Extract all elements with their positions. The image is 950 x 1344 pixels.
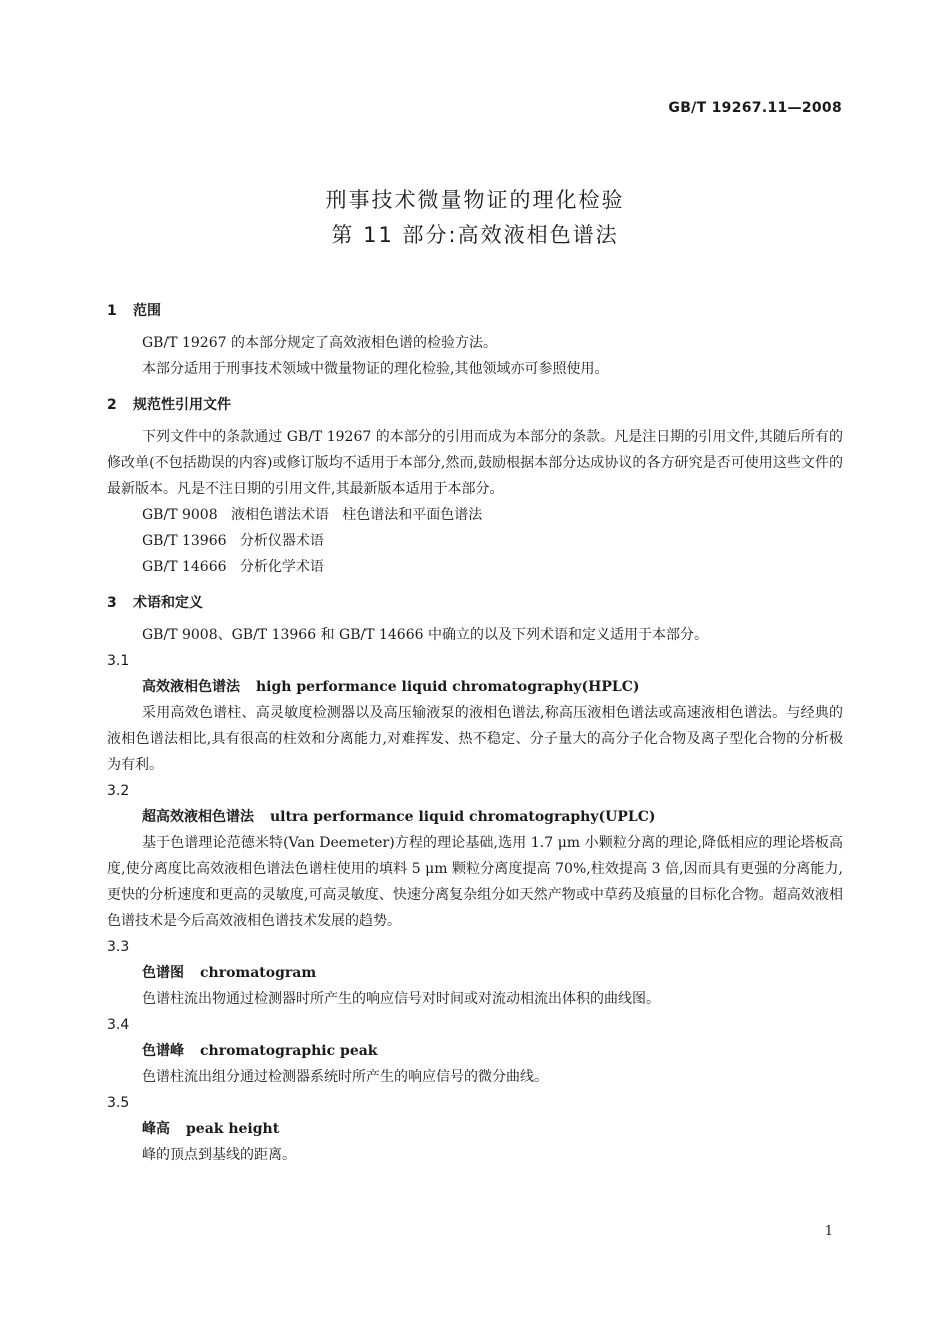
- term-number: 3.2: [107, 783, 130, 799]
- term-heading: [107, 960, 843, 986]
- standard-code: GB/T 19267.11—2008: [668, 100, 842, 116]
- term-heading: [107, 1116, 843, 1142]
- term-number: 3.1: [107, 653, 130, 669]
- term-number: 3.5: [107, 1095, 130, 1111]
- reference-item: GB/T 14666 分析化学术语: [142, 559, 324, 575]
- term-chinese: 超高效液相色谱法: [142, 809, 254, 825]
- document-subtitle: 第 11 部分:高效液相色谱法: [331, 223, 619, 247]
- term-definition: 采用高效色谱柱、高灵敏度检测器以及高压输液泵的液相色谱法,称高压液相色谱法或高速液相色谱法。与经典的液相色谱法相比,具有很高的柱效和分离能力,对难挥发、热不稳定、分子量大的高分子化合物及离子型化合物的分析极为有利。: [107, 705, 843, 773]
- term-english: chromatographic peak: [200, 1043, 378, 1059]
- term-chinese: 高效液相色谱法: [142, 679, 240, 695]
- section-heading-normative-references: [107, 392, 843, 418]
- section-number: 1: [107, 303, 117, 319]
- section-title: 术语和定义: [133, 595, 203, 611]
- term-definition: 色谱柱流出组分通过检测器系统时所产生的响应信号的微分曲线。: [142, 1069, 548, 1085]
- term-number: 3.4: [107, 1017, 130, 1033]
- section-number: 3: [107, 595, 117, 611]
- term-english: chromatogram: [200, 965, 317, 981]
- reference-item: GB/T 13966 分析仪器术语: [142, 533, 324, 549]
- term-english: high performance liquid chromatography(HPLC): [256, 679, 640, 695]
- term-english: ultra performance liquid chromatography(UPLC): [270, 809, 656, 825]
- page-number: 1: [824, 1224, 833, 1239]
- term-chinese: 峰高: [142, 1121, 170, 1137]
- section-heading-scope: [107, 298, 843, 324]
- term-heading: [107, 1038, 843, 1064]
- term-heading: [107, 674, 843, 700]
- term-english: peak height: [186, 1121, 280, 1137]
- term-chinese: 色谱图: [142, 965, 184, 981]
- reference-item: GB/T 9008 液相色谱法术语 柱色谱法和平面色谱法: [142, 507, 483, 523]
- term-number: 3.3: [107, 939, 130, 955]
- term-heading: [107, 804, 843, 830]
- document-body: [107, 298, 843, 1168]
- term-definition: 峰的顶点到基线的距离。: [142, 1147, 296, 1163]
- section-title: 规范性引用文件: [133, 397, 231, 413]
- paragraph: 本部分适用于刑事技术领域中微量物证的理化检验,其他领域亦可参照使用。: [142, 361, 609, 377]
- term-definition: 基于色谱理论范德米特(Van Deemeter)方程的理论基础,选用 1.7 μm 小颗粒分离的理论,降低相应的理论塔板高度,使分离度比高效液相色谱法色谱柱使用的填料 5 μm 颗粒分离度提高 70%,柱效提高 3 倍,因而具有更强的分离能力,更快的分析速度和更高的灵敏度,可高灵敏度、快速分离复杂组分如天然产物或中草药及痕量的目标化合物。超高效液相色谱技术是今后高效液相色谱技术发展的趋势。: [107, 835, 843, 929]
- paragraph: GB/T 9008、GB/T 13966 和 GB/T 14666 中确立的以及下列术语和定义适用于本部分。: [142, 627, 708, 643]
- paragraph: GB/T 19267 的本部分规定了高效液相色谱的检验方法。: [142, 335, 497, 351]
- document-title: 刑事技术微量物证的理化检验: [325, 188, 625, 212]
- paragraph: 下列文件中的条款通过 GB/T 19267 的本部分的引用而成为本部分的条款。凡是注日期的引用文件,其随后所有的修改单(不包括勘误的内容)或修订版均不适用于本部分,然而,鼓励根据本部分达成协议的各方研究是否可使用这些文件的最新版本。凡是不注日期的引用文件,其最新版本适用于本部分。: [107, 429, 843, 497]
- section-title: 范围: [133, 303, 161, 319]
- term-chinese: 色谱峰: [142, 1043, 184, 1059]
- term-definition: 色谱柱流出物通过检测器时所产生的响应信号对时间或对流动相流出体积的曲线图。: [142, 991, 660, 1007]
- section-number: 2: [107, 397, 117, 413]
- section-heading-terms: [107, 590, 843, 616]
